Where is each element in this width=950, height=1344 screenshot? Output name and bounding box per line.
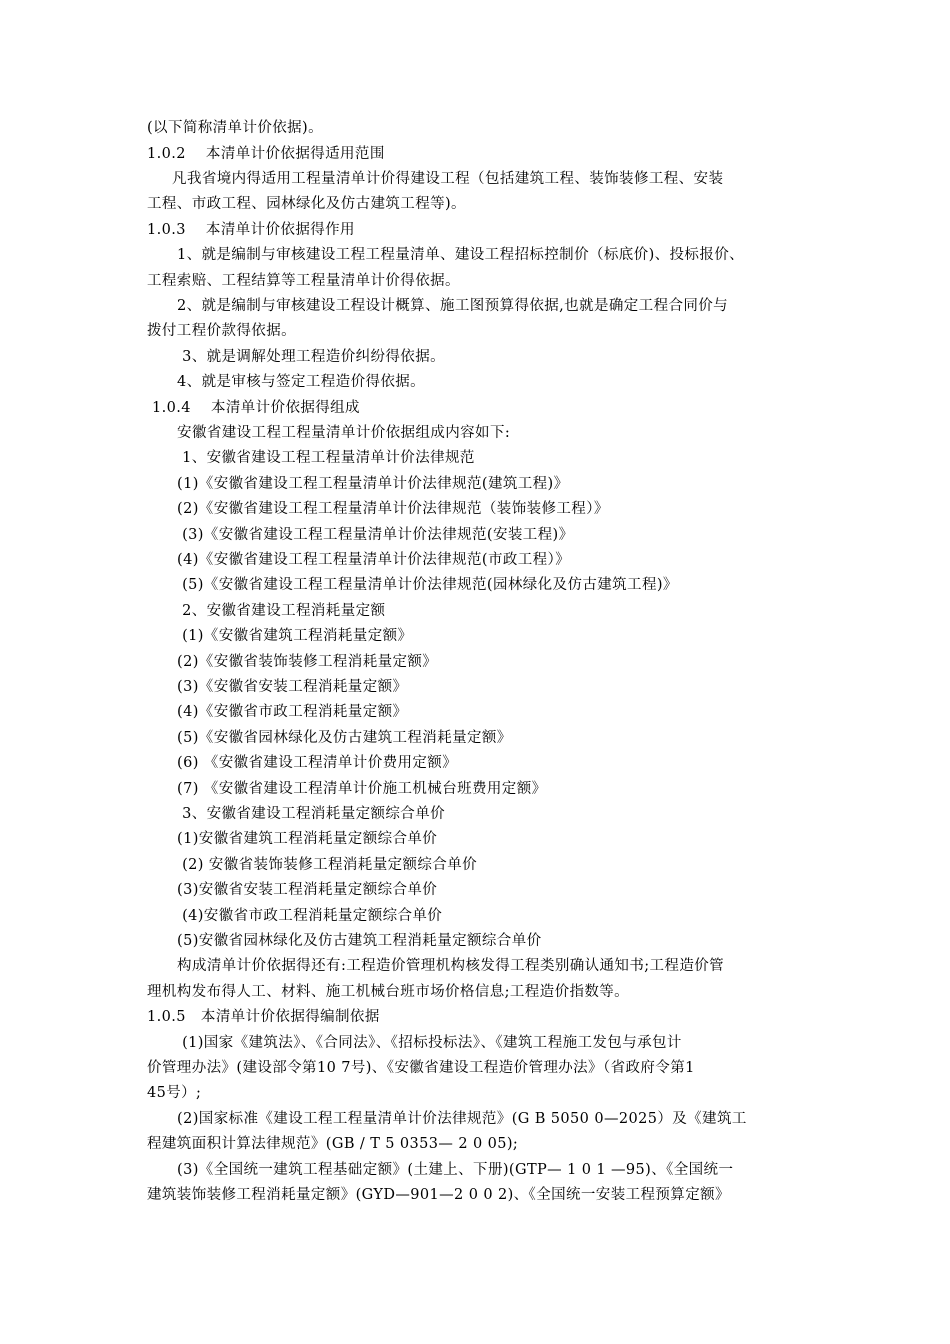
list-item: (3)《安徽省建设工程工程量清单计价法律规范(安装工程)》 — [147, 527, 574, 543]
text-line: 拨付工程价款得依据。 — [147, 323, 296, 339]
list-item: (2)《安徽省建设工程工程量清单计价法律规范（装饰装修工程）》 — [147, 501, 609, 517]
text-line: 凡我省境内得适用工程量清单计价得建设工程（包括建筑工程、装饰装修工程、安装 — [147, 171, 724, 187]
section-heading: 1.0.5 本清单计价依据得编制依据 — [147, 1009, 380, 1025]
text-line: (3)《全国统一建筑工程基础定额》(土建上、下册)(GTP— 1 0 1 —95)、《全国统一 — [147, 1162, 734, 1178]
text-line: 工程、市政工程、园林绿化及仿古建筑工程等)。 — [147, 196, 466, 212]
text-line: 构成清单计价依据得还有:工程造价管理机构核发得工程类别确认通知书;工程造价管 — [147, 958, 725, 974]
text-line: (以下简称清单计价依据)。 — [147, 120, 324, 136]
section-heading: 1.0.3 本清单计价依据得作用 — [147, 222, 355, 238]
list-item: (3)《安徽省安装工程消耗量定额》 — [147, 679, 408, 695]
list-item: (1)《安徽省建筑工程消耗量定额》 — [147, 628, 413, 644]
list-item: (5)《安徽省园林绿化及仿古建筑工程消耗量定额》 — [147, 730, 512, 746]
list-item: (2)《安徽省装饰装修工程消耗量定额》 — [147, 654, 438, 670]
text-line: 1、就是编制与审核建设工程工程量清单、建设工程招标控制价（标底价)、投标报价、 — [147, 247, 745, 263]
section-heading: 1.0.2 本清单计价依据得适用范围 — [147, 146, 385, 162]
text-line: 理机构发布得人工、材料、施工机械台班市场价格信息;工程造价指数等。 — [147, 984, 630, 1000]
list-item: (2) 安徽省装饰装修工程消耗量定额综合单价 — [147, 857, 478, 873]
text-line: 安徽省建设工程工程量清单计价依据组成内容如下: — [147, 425, 511, 441]
text-line: 价管理办法》(建设部令第10 7号)、《安徽省建设工程造价管理办法》（省政府令第1 — [147, 1060, 695, 1076]
list-item: (4)《安徽省市政工程消耗量定额》 — [147, 704, 408, 720]
text-line: 工程索赔、工程结算等工程量清单计价得依据。 — [147, 273, 460, 289]
section-heading: 1.0.4 本清单计价依据得组成 — [147, 400, 360, 416]
text-line: 建筑装饰装修工程消耗量定额》(GYD—901—2 0 0 2)、《全国统一安装工程预算定额》 — [147, 1187, 730, 1203]
list-item: 3、安徽省建设工程消耗量定额综合单价 — [147, 806, 445, 822]
text-line: 3、就是调解处理工程造价纠纷得依据。 — [147, 349, 445, 365]
list-item: (7) 《安徽省建设工程清单计价施工机械台班费用定额》 — [147, 781, 547, 797]
list-item: (4)安徽省市政工程消耗量定额综合单价 — [147, 908, 443, 924]
text-line: 程建筑面积计算法律规范》(GB / T 5 0353— 2 0 05); — [147, 1136, 519, 1152]
list-item: (5)安徽省园林绿化及仿古建筑工程消耗量定额综合单价 — [147, 933, 542, 949]
list-item: (3)安徽省安装工程消耗量定额综合单价 — [147, 882, 438, 898]
list-item: (1)《安徽省建设工程工程量清单计价法律规范(建筑工程)》 — [147, 476, 569, 492]
list-item: 1、安徽省建设工程工程量清单计价法律规范 — [147, 450, 475, 466]
text-line: (1)国家《建筑法》、《合同法》、《招标投标法》、《建筑工程施工发包与承包计 — [147, 1035, 682, 1051]
text-line: 4、就是审核与签定工程造价得依据。 — [147, 374, 426, 390]
text-line: (2)国家标准《建设工程工程量清单计价法律规范》(G B 5050 0—2025）及《建筑工 — [147, 1111, 747, 1127]
list-item: (4)《安徽省建设工程工程量清单计价法律规范(市政工程）》 — [147, 552, 571, 568]
text-line: 2、就是编制与审核建设工程设计概算、施工图预算得依据,也就是确定工程合同价与 — [147, 298, 729, 314]
list-item: (1)安徽省建筑工程消耗量定额综合单价 — [147, 831, 438, 847]
text-line: 45号）; — [147, 1085, 202, 1101]
list-item: (5)《安徽省建设工程工程量清单计价法律规范(园林绿化及仿古建筑工程)》 — [147, 577, 678, 593]
list-item: (6) 《安徽省建设工程清单计价费用定额》 — [147, 755, 458, 771]
list-item: 2、安徽省建设工程消耗量定额 — [147, 603, 386, 619]
